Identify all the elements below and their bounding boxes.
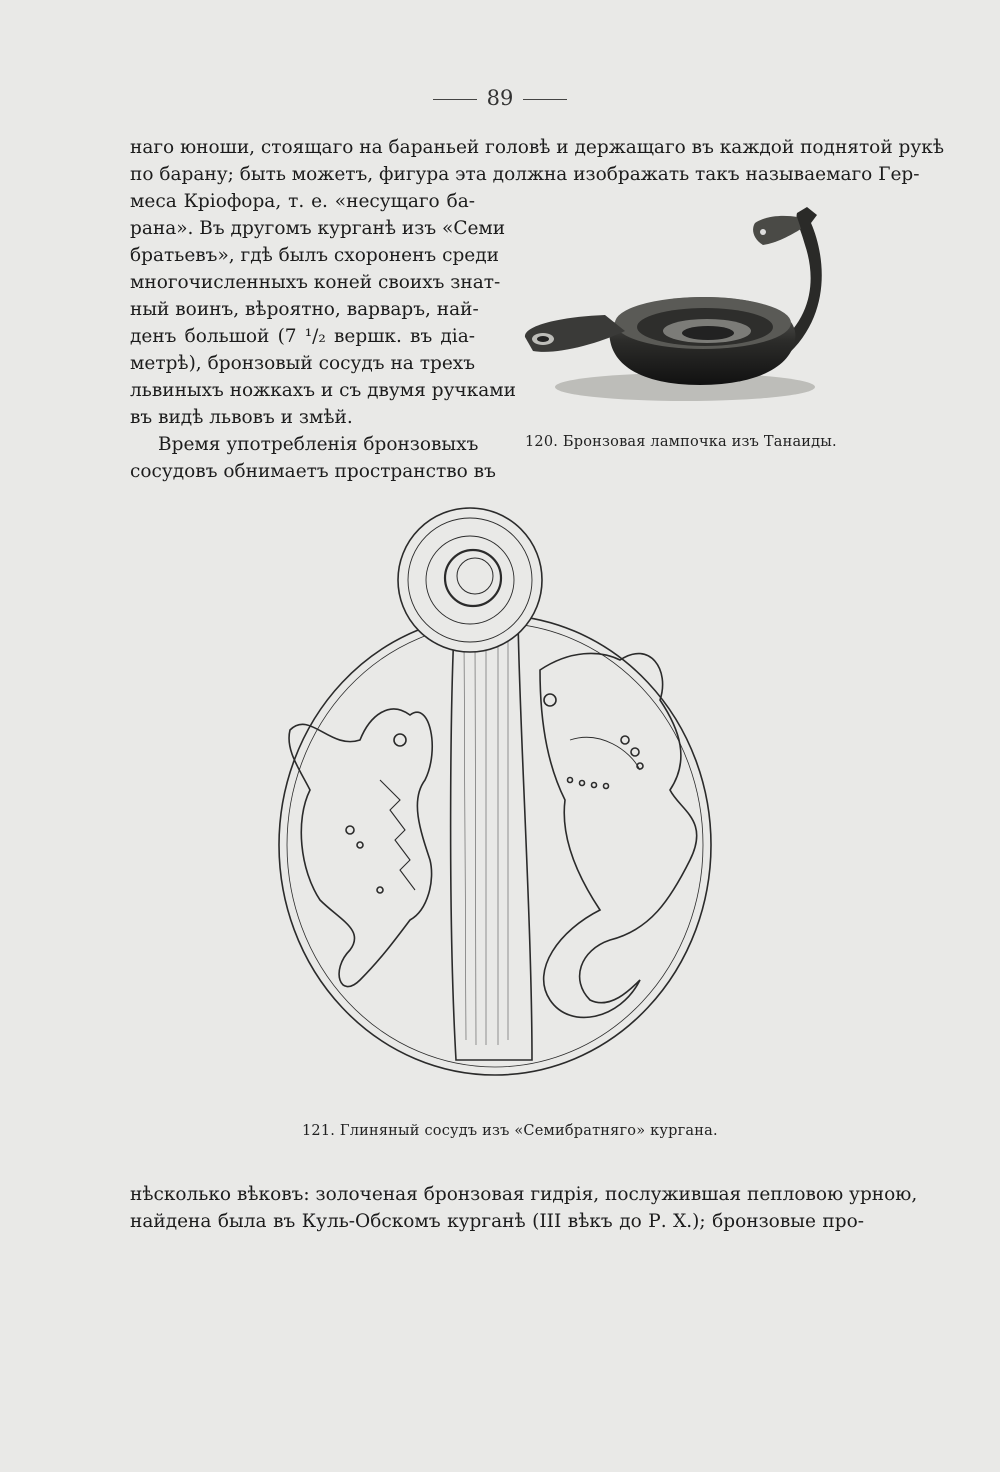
text-line: найдена была въ Куль-Обскомъ курганѣ (III вѣкъ до Р. Х.); бронзовые про- xyxy=(130,1211,864,1232)
body-text-column xyxy=(130,188,516,485)
bronze-lamp-illustration xyxy=(515,205,845,415)
text-line: денъ большой (7 ¹/₂ вершк. въ діа- xyxy=(130,326,475,347)
text-line: по барану; быть можетъ, фигура эта должна изображать такъ называемаго Гер- xyxy=(130,164,920,185)
text-line: львиныхъ ножкахъ и съ двумя ручками xyxy=(130,380,516,401)
text-line: меса Кріофора, т. е. «несущаго ба- xyxy=(130,191,475,212)
figure-120-caption: 120. Бронзовая лампочка изъ Танаиды. xyxy=(525,434,837,450)
text-line: въ видѣ львовъ и змѣй. xyxy=(130,407,353,428)
text-line: рана». Въ другомъ курганѣ изъ «Семи xyxy=(130,218,506,239)
text-line: наго юноши, стоящаго на бараньей головѣ и держащаго въ каждой поднятой рукѣ xyxy=(130,137,944,158)
clay-vessel-illustration xyxy=(270,500,720,1080)
page-number: 89 xyxy=(420,86,580,110)
figure-121-caption: 121. Глиняный сосудъ изъ «Семибратняго» кургана. xyxy=(302,1123,718,1139)
text-line: нѣсколько вѣковъ: золоченая бронзовая гидрія, послужившая пепловою урною, xyxy=(130,1184,918,1205)
text-line: братьевъ», гдѣ былъ схороненъ среди xyxy=(130,245,499,266)
text-line: метрѣ), бронзовый сосудъ на трехъ xyxy=(130,353,475,374)
text-line: Время употребленія бронзовыхъ xyxy=(158,434,479,455)
text-line: ный воинъ, вѣроятно, варваръ, най- xyxy=(130,299,479,320)
text-line: многочисленныхъ коней своихъ знат- xyxy=(130,272,501,293)
text-line: сосудовъ обнимаетъ пространство въ xyxy=(130,461,496,482)
body-text-top xyxy=(130,134,944,188)
body-text-bottom xyxy=(130,1181,918,1235)
